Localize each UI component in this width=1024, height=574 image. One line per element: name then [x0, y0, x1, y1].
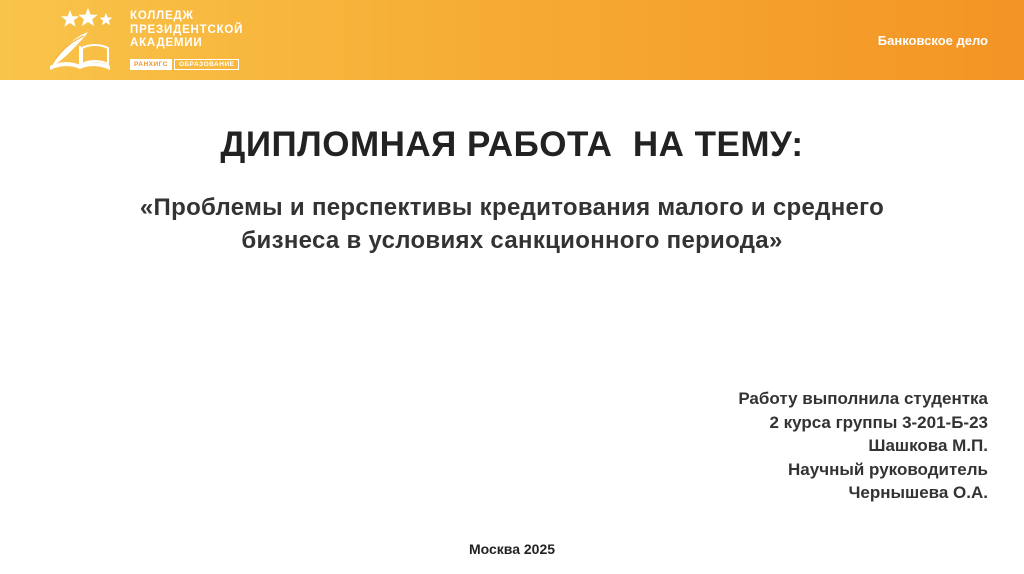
logo-tagline [130, 58, 239, 70]
logo-emblem-icon [44, 8, 116, 74]
slide-title: ДИПЛОМНАЯ РАБОТА НА ТЕМУ: [220, 125, 804, 164]
logo-tag-ranepa: РАНХИГС [130, 59, 172, 70]
logo-line: ПРЕЗИДЕНТСКОЙ [130, 23, 244, 36]
author-line: 2 курса группы 3-201-Б-23 [769, 412, 988, 432]
thesis-topic [40, 191, 984, 257]
author-block [738, 387, 988, 505]
logo-line: АКАДЕМИИ [130, 37, 203, 49]
author-line: Шашкова М.П. [868, 436, 988, 455]
topic-line: бизнеса в условиях санкционного периода» [241, 227, 783, 254]
author-line: Чернышева О.А. [848, 483, 988, 502]
topic-line: «Проблемы и перспективы кредитования малого и среднего [139, 194, 885, 221]
logo-line: КОЛЛЕДЖ [130, 10, 194, 22]
logo-wordmark [130, 10, 280, 51]
logo-tag-education: ОБРАЗОВАНИЕ [174, 59, 240, 70]
city-year: Москва 2025 [468, 541, 556, 557]
subject-label: Банковское дело [877, 33, 988, 48]
header-band [0, 0, 1024, 80]
author-line: Научный руководитель [788, 459, 988, 479]
author-line: Работу выполнила студентка [738, 389, 988, 408]
college-logo [44, 8, 274, 74]
